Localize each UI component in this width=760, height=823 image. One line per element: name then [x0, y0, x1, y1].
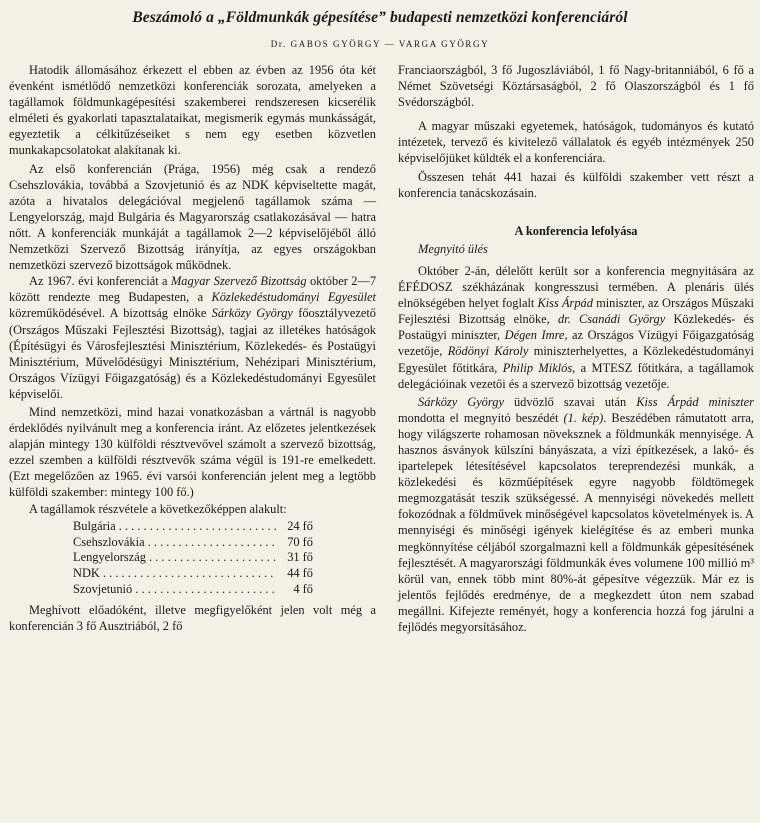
participant-count: 44 fő: [287, 566, 313, 581]
participant-count: 70 fő: [287, 534, 313, 549]
paragraph: Mind nemzetközi, mind hazai vonatkozásban a vártnál is nagyobb érdeklődés nyilvánult meg a konferencia iránt. Az előzetes jelentkezések alapján mintegy 130 külföldi résztvevővel számolt a szervező bizottság, ezzel szemben a külföldi résztvevők száma végül is 191-re emelkedett. (Ezt megelőzően az 1965. évi varsói konferencián jelent meg a legtöbb külföldi szakember: mintegy 100 fő.): [9, 404, 376, 500]
paragraph: A tagállamok részvétele a következőképpen alakult:: [29, 501, 287, 516]
paragraph: A magyar műszaki egyetemek, hatóságok, tudományos és kutató intézetek, tervező és kivitelező vállalatok és egyéb intézmények 250 képviselőjüket küldték el a konferenciára.: [398, 119, 754, 166]
country-name: Szovjetunió . . .: [73, 582, 277, 598]
subheading: Megnyitó ülés: [418, 241, 488, 256]
country-name: NDK . . .: [73, 566, 277, 582]
paragraph: Franciaországból, 3 fő Jugoszláviából, 1 fő Nagy-britanniából, 6 fő a Német Szövetségi Köztársaságból, 2 fő Olaszországból és 1 fő Svédországból.: [398, 63, 754, 110]
right-column: [398, 62, 754, 635]
table-row: [73, 550, 313, 566]
table-row: [73, 535, 313, 551]
participant-count: 24 fő: [287, 518, 313, 533]
paragraph: Meghívott előadóként, illetve megfigyelőként jelen volt még a konferencián 3 fő Ausztriából, 2 fő: [9, 603, 376, 634]
table-row: [73, 566, 313, 582]
left-column: [9, 62, 376, 634]
participant-count: 4 fő: [293, 582, 313, 597]
paragraph: Az első konferencián (Prága, 1956) még csak a rendező Csehszlovákia, továbbá a Szovjetunió és az NDK képviseltette magát, azóta a hivatalos delegációval megjelenő tagállamok száma — Lengyelország, majd Bulgária és Magyarország csatlakozásával — hatra nőtt. A konferenciák munkáját a tagállamok 2—2 képviselőjéből álló Nemzetközi Szervező Bizottság irányítja, az egyes országokban nemzetközi szervező bizottságok működnek.: [9, 161, 376, 273]
participant-count: 31 fő: [287, 550, 313, 565]
article-title: Beszámoló a „Földmunkák gépesítése” budapesti nemzetközi konferenciáról: [132, 9, 628, 26]
section-heading: A konferencia lefolyása: [514, 223, 638, 238]
paragraph: Összesen tehát 441 hazai és külföldi szakember vett részt a konferencia tanácskozásain.: [398, 169, 754, 200]
country-name: Bulgária . . .: [73, 519, 277, 535]
participation-table: [73, 519, 313, 599]
table-row: [73, 582, 313, 598]
country-name: Lengyelország . . .: [73, 550, 277, 566]
paragraph: Hatodik állomásához érkezett el ebben az évben az 1956 óta két évenként ismétlődő nemzetközi konferenciák sorozata, amelyeken a tagállamok földmunkagépesítési szakemberei rendszeresen kicserélik elméleti és gyakorlati tapasztalataikat, megismerik egymás munkásságát, egyeztetik a célkitűzéseiket s nem egy esetben közvetlen munkakapcsolatokat alakítanak ki.: [9, 63, 376, 158]
table-row: [73, 519, 313, 535]
paragraph: Sárközy György üdvözlő szavai után Kiss Árpád miniszter mondotta el megnyitó beszédét (1. kép). Beszédében rámutatott arra, hogy világszerte rohamosan növeksznek a földmunkák mennyisége. A hasznos ásványok külszíni bányászata, a vízi építkezések, a lakó- és ipartelepek létesítésével kapcsolatos tereprendezési munkák, a közlekedési és közműépítések egyre nagyobb földtömegek megmozgatását teszik szükségessé. A mennyiségi növekedés mellett fokozódnak a földművek minőségével kapcsolatos követelmények is. A mennyiségi és minőségi igények kielégítése és az emberi munka megkönnyítése céljából szorgalmazni kell a földmunkák gépesítésének fejlesztését. A magyarországi földmunkák éves volumene 100 millió m³ körül van, ennek több mint 80%-át gépesítve végezzük. Már ez is jelentős fejlődés eredménye, de a megkezdett úton nem szabad megállni. Kifejezte reményét, hogy a konferencia hozzá fog járulni a fejlődés megyorsításához.: [398, 394, 755, 634]
country-name: Csehszlovákia . . .: [73, 535, 277, 551]
article-authors: Dr. GABOS GYÖRGY — VARGA GYÖRGY: [270, 39, 490, 49]
paragraph: Az 1967. évi konferenciát a Magyar Szervező Bizottság október 2—7 között rendezte meg Budapesten, a Közlekedéstudományi Egyesület közreműködésével. A bizottság elnöke Sárközy György főosztályvezető (Országos Műszaki Fejlesztési Bizottság), tagjai az illetékes hatóságok (Építésügyi és Városfejlesztési Minisztérium, Közlekedés- és Postaügyi Minisztérium, Művelődésügyi Minisztérium, Nehézipari Minisztérium, Országos Vízügyi Főigazgatóság) és a Közlekedéstudományi Egyesület képviselői.: [9, 274, 377, 401]
paragraph: Október 2-án, délelőtt került sor a konferencia megnyitására az ÉFÉDOSZ székházának kongresszusi termében. A plenáris ülés elnökségében helyet foglalt Kiss Árpád miniszter, az Országos Műszaki Fejlesztési Bizottság elnöke, dr. Csanádi György Közlekedés- és Postaügyi miniszter, Dégen Imre, az Országos Vízügyi Főigazgatóság vezetője, Rödönyi Károly miniszterhelyettes, a Közlekedéstudományi Egyesület főtitkára, Philip Miklós, a MTESZ főtitkára, a tagállamok delegációinak vezetői és a szervező bizottság vezetője.: [398, 263, 754, 391]
